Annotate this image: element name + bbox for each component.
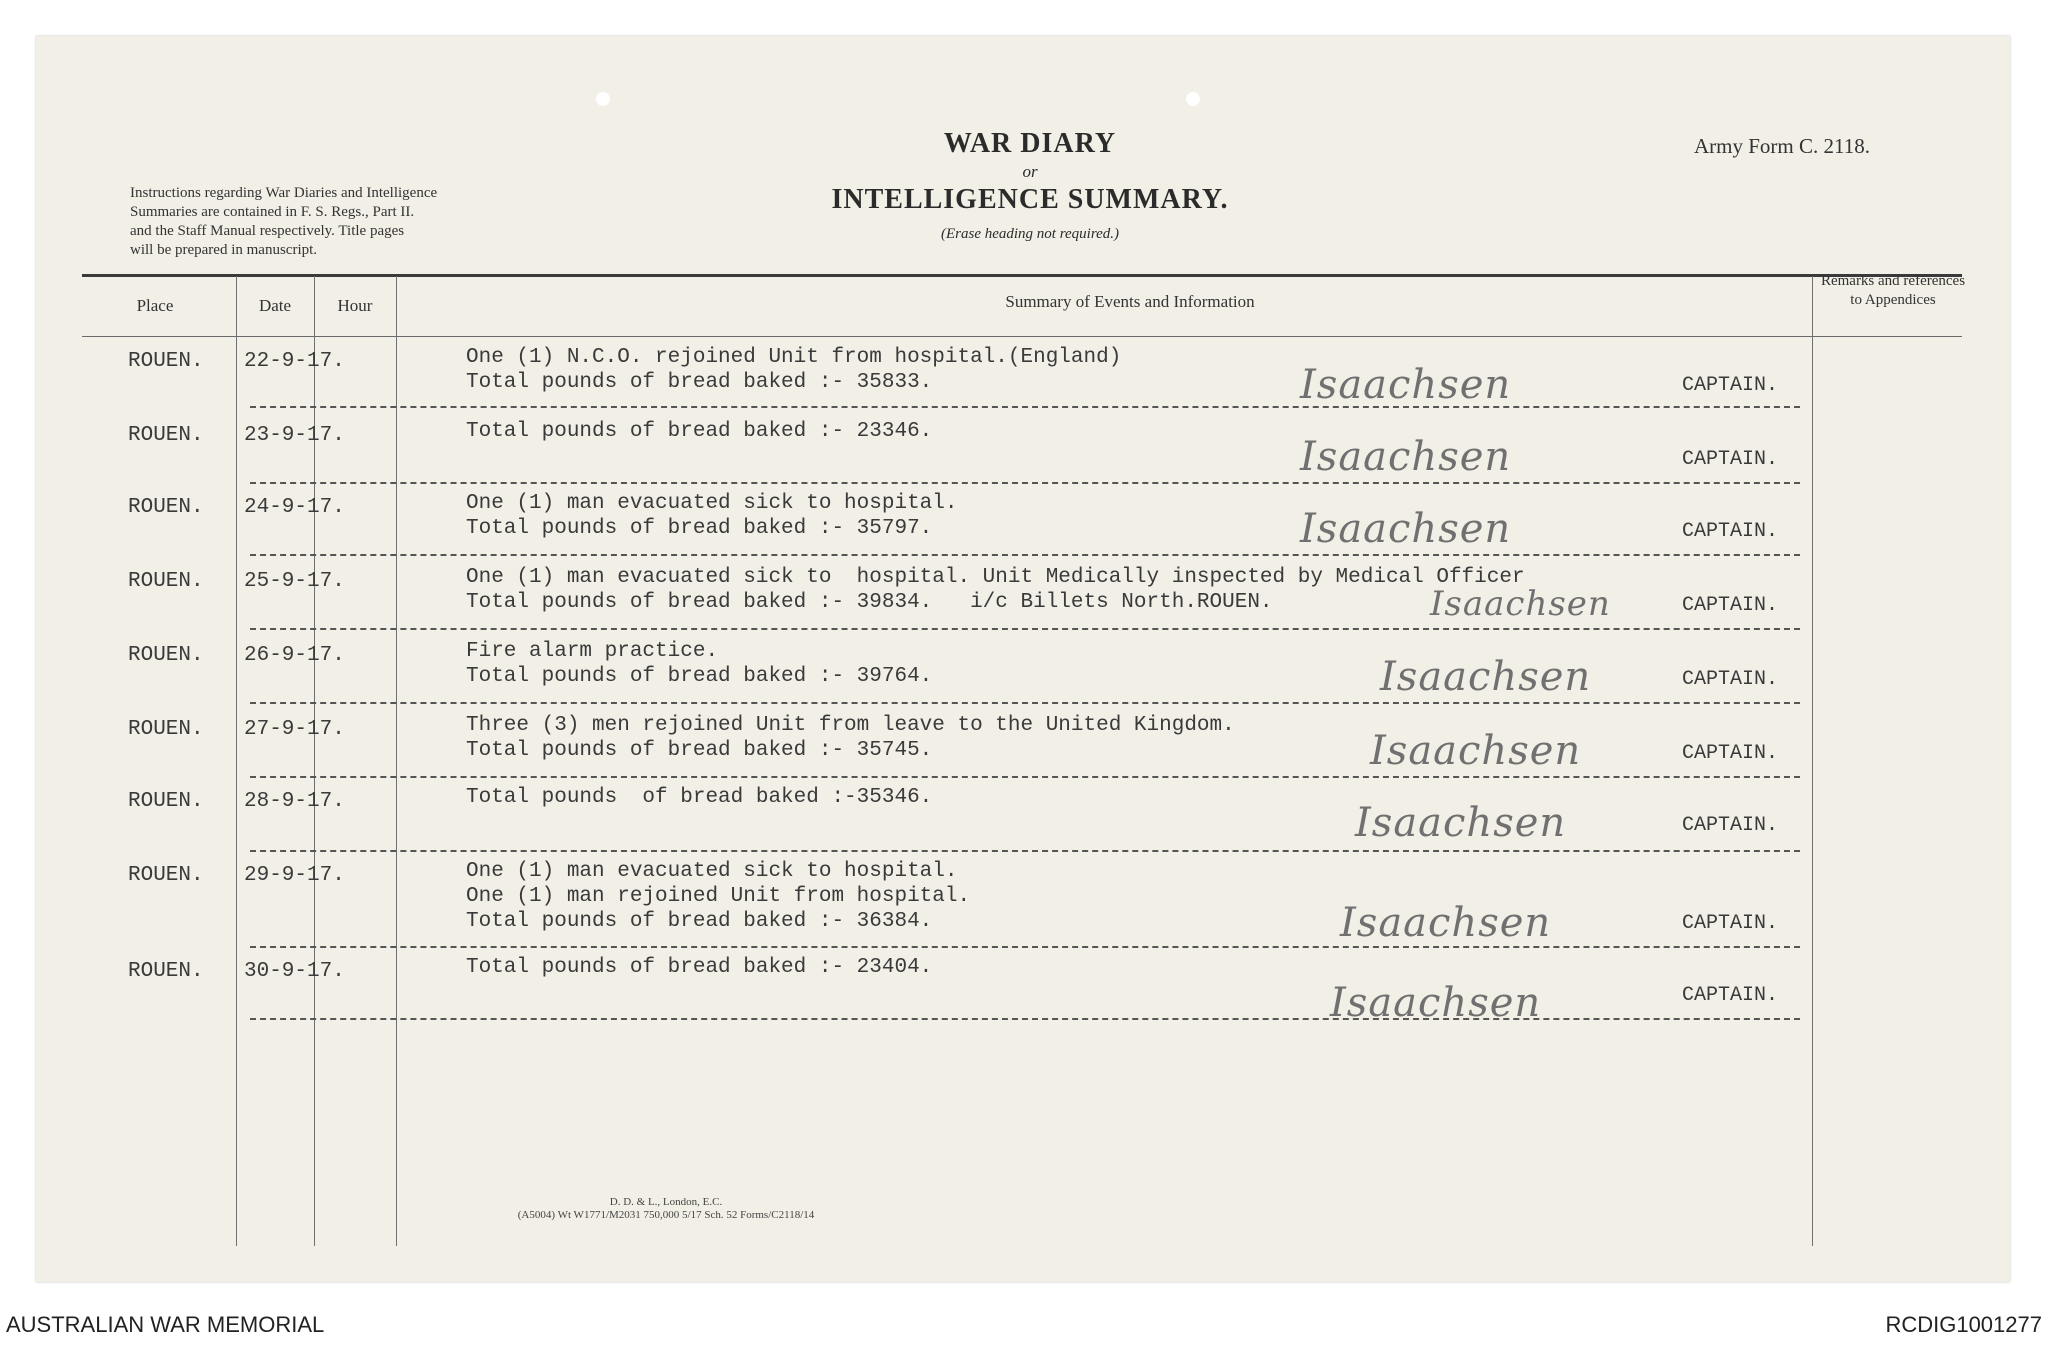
entry-line: Total pounds of bread baked :- 36384. (466, 910, 933, 933)
signature: Isaachsen (1300, 434, 1512, 480)
row-separator (250, 850, 1800, 852)
signature: Isaachsen (1300, 362, 1512, 408)
entry-line: Total pounds of bread baked :-35346. (466, 786, 933, 809)
signature: Isaachsen (1370, 728, 1582, 774)
title-or: or (1022, 162, 1038, 181)
signature: Isaachsen (1430, 584, 1611, 624)
rank: CAPTAIN. (1682, 912, 1779, 935)
entry-date: 26-9-17. (244, 644, 345, 667)
entry-line: Fire alarm practice. (466, 640, 719, 663)
rank: CAPTAIN. (1682, 814, 1779, 837)
page-subtitle: INTELLIGENCE SUMMARY. (831, 184, 1229, 215)
entry-date: 22-9-17. (244, 350, 345, 373)
signature: Isaachsen (1380, 654, 1592, 700)
entry-place: ROUEN. (128, 790, 204, 813)
footer-id: RCDIG1001277 (1885, 1312, 2042, 1337)
column-header-summary: Summary of Events and Information (1005, 292, 1255, 311)
row-separator (250, 702, 1800, 704)
entry-date: 30-9-17. (244, 960, 345, 983)
entry-place: ROUEN. (128, 570, 204, 593)
column-divider (1812, 276, 1813, 1246)
signature: Isaachsen (1340, 900, 1552, 946)
entry-line: One (1) N.C.O. rejoined Unit from hospital.(England) (466, 346, 1122, 369)
header-rule-lower (82, 336, 1962, 337)
rank: CAPTAIN. (1682, 520, 1779, 543)
entry-place: ROUEN. (128, 644, 204, 667)
signature: Isaachsen (1330, 980, 1542, 1026)
column-header-date: Date (258, 296, 292, 315)
entry-line: Total pounds of bread baked :- 35833. (466, 371, 933, 394)
entry-line: One (1) man rejoined Unit from hospital. (466, 885, 971, 908)
printer-line: (A5004) Wt W1771/M2031 750,000 5/17 Sch. 52 Forms/C2118/14 (517, 1209, 815, 1221)
entry-date: 27-9-17. (244, 718, 345, 741)
rank: CAPTAIN. (1682, 742, 1779, 765)
column-divider (396, 276, 397, 1246)
rank: CAPTAIN. (1682, 668, 1779, 691)
row-separator (250, 554, 1800, 556)
signature: Isaachsen (1355, 800, 1567, 846)
entry-line: Total pounds of bread baked :- 35745. (466, 739, 933, 762)
column-header-remarks: Remarks and references to Appendices (1820, 273, 1966, 308)
rank: CAPTAIN. (1682, 594, 1779, 617)
entry-line: Total pounds of bread baked :- 39834. i/c Billets North.ROUEN. (466, 591, 1273, 614)
entry-place: ROUEN. (128, 864, 204, 887)
column-divider (236, 276, 237, 1246)
rank: CAPTAIN. (1682, 448, 1779, 471)
printer-imprint (446, 1196, 886, 1222)
entry-place: ROUEN. (128, 496, 204, 519)
row-separator (250, 946, 1800, 948)
entry-line: Total pounds of bread baked :- 23346. (466, 420, 933, 443)
entry-date: 24-9-17. (244, 496, 345, 519)
entry-line: Total pounds of bread baked :- 35797. (466, 517, 933, 540)
entry-line: Three (3) men rejoined Unit from leave to the United Kingdom. (466, 714, 1235, 737)
entry-date: 29-9-17. (244, 864, 345, 887)
column-header-place: Place (136, 296, 174, 315)
entry-line: Total pounds of bread baked :- 23404. (466, 956, 933, 979)
entry-place: ROUEN. (128, 960, 204, 983)
footer-credit: AUSTRALIAN WAR MEMORIAL (6, 1312, 325, 1337)
entry-line: Total pounds of bread baked :- 39764. (466, 665, 933, 688)
row-separator (250, 628, 1800, 630)
entry-date: 25-9-17. (244, 570, 345, 593)
entry-place: ROUEN. (128, 350, 204, 373)
row-separator (250, 482, 1800, 484)
entry-line: One (1) man evacuated sick to hospital. Unit Medically inspected by Medical Officer (466, 566, 1525, 589)
column-header-hour: Hour (337, 296, 373, 315)
army-form-number: Army Form C. 2118. (1694, 134, 1870, 158)
row-separator (250, 776, 1800, 778)
punch-hole (596, 92, 610, 106)
entry-place: ROUEN. (128, 718, 204, 741)
entry-line: One (1) man evacuated sick to hospital. (466, 860, 958, 883)
entry-date: 23-9-17. (244, 424, 345, 447)
rank: CAPTAIN. (1682, 374, 1779, 397)
punch-hole (1186, 92, 1200, 106)
title-block (760, 128, 1300, 243)
header-rule (82, 274, 1962, 277)
row-separator (250, 406, 1800, 408)
signature: Isaachsen (1300, 506, 1512, 552)
entry-line: One (1) man evacuated sick to hospital. (466, 492, 958, 515)
printer-line: D. D. & L., London, E.C. (609, 1196, 723, 1208)
page-title: WAR DIARY (943, 128, 1117, 159)
entry-place: ROUEN. (128, 424, 204, 447)
instructions-note: Instructions regarding War Diaries and Intelligence Summaries are contained in F. S. Regs., Part II. and the Staff Manual respectively. Title pages will be prepared in manuscript. (130, 185, 438, 258)
erase-note: (Erase heading not required.) (940, 226, 1120, 242)
column-divider (314, 276, 315, 1246)
entry-date: 28-9-17. (244, 790, 345, 813)
rank: CAPTAIN. (1682, 984, 1779, 1007)
row-separator (250, 1018, 1800, 1020)
